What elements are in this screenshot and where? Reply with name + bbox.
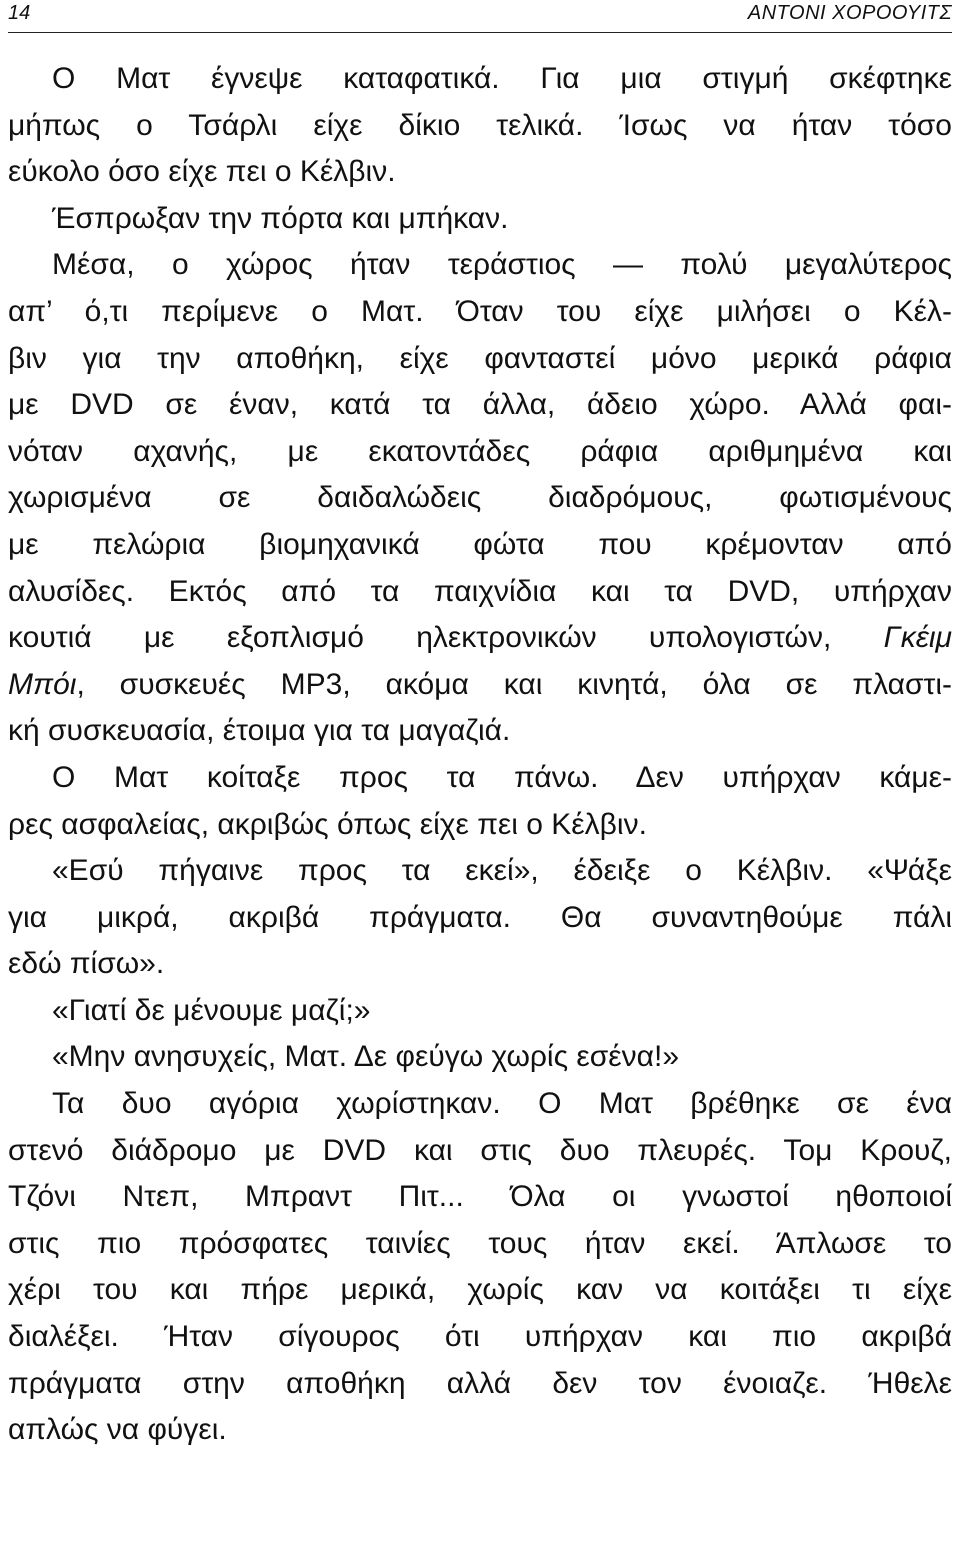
page-header	[8, 0, 952, 34]
text-line	[8, 988, 952, 1035]
line-text: αλυσίδες. Εκτός από τα παιχνίδια και τα DVD, υπήρχαν	[8, 574, 952, 608]
text-line	[8, 1407, 952, 1454]
text-line	[8, 1361, 952, 1408]
line-text: διαλέξει. Ήταν σίγουρος ότι υπήρχαν και πιο ακριβά	[8, 1320, 952, 1354]
line-text: Τζόνι Ντεπ, Μπραντ Πιτ... Όλα οι γνωστοί ηθοποιοί	[8, 1180, 952, 1214]
text-line	[8, 755, 952, 802]
header-rule	[8, 32, 952, 33]
text-line	[8, 1128, 952, 1175]
text-line	[8, 708, 952, 755]
line-text: για μικρά, ακριβά πράγματα. Θα συναντηθούμε πάλι	[8, 900, 952, 934]
text-line	[8, 149, 952, 196]
line-text: «Εσύ πήγαινε προς τα εκεί», έδειξε ο Κέλβιν. «Ψάξε	[52, 854, 952, 888]
line-text: νόταν αχανής, με εκατοντάδες ράφια αριθμημένα και	[8, 434, 952, 468]
line-text: , συσκευές MP3, ακόμα και κινητά, όλα σε πλαστι-	[76, 667, 952, 701]
text-line	[8, 615, 952, 662]
line-text: με πελώρια βιομηχανικά φώτα που κρέμονταν από	[8, 527, 952, 561]
line-text: με DVD σε έναν, κατά τα άλλα, άδειο χώρο. Αλλά φαι-	[8, 388, 952, 422]
text-line	[8, 1081, 952, 1128]
text-line	[8, 895, 952, 942]
line-text: Ο Ματ έγνεψε καταφατικά. Για μια στιγμή σκέφτηκε	[52, 62, 952, 95]
text-line	[8, 242, 952, 289]
body-text	[8, 56, 952, 1454]
line-text: «Μην ανησυχείς, Ματ. Δε φεύγω χωρίς εσένα!»	[52, 1040, 680, 1074]
text-line	[8, 1174, 952, 1221]
text-line	[8, 522, 952, 569]
line-text: «Γιατί δε μένουμε μαζί;»	[52, 993, 371, 1027]
text-line	[8, 662, 952, 709]
text-line	[8, 475, 952, 522]
text-line	[8, 103, 952, 150]
text-line	[8, 289, 952, 336]
text-line	[8, 56, 952, 103]
text-line	[8, 382, 952, 429]
line-text: Ο Ματ κοίταξε προς τα πάνω. Δεν υπήρχαν κάμε-	[52, 760, 952, 794]
line-text: απλώς να φύγει.	[8, 1413, 227, 1447]
text-line	[8, 848, 952, 895]
text-line	[8, 569, 952, 616]
line-text: απ’ ό,τι περίμενε ο Ματ. Όταν του είχε μιλήσει ο Κέλ-	[8, 294, 952, 328]
line-text: χωρισμένα σε δαιδαλώδεις διαδρόμους, φωτισμένους	[8, 481, 952, 515]
line-text: Τα δυο αγόρια χωρίστηκαν. Ο Ματ βρέθηκε σε ένα	[52, 1087, 952, 1121]
line-text: εύκολο όσο είχε πει ο Κέλβιν.	[8, 155, 396, 189]
line-text: κουτιά με εξοπλισμό ηλεκτρονικών υπολογιστών,	[8, 621, 884, 655]
text-line	[8, 196, 952, 243]
text-line	[8, 802, 952, 849]
italic-text: Γκέιμ	[883, 621, 952, 655]
text-line	[8, 941, 952, 988]
text-line	[8, 1314, 952, 1361]
line-text: στενό διάδρομο με DVD και στις δυο πλευρές. Τομ Κρουζ,	[8, 1133, 952, 1167]
line-text: κή συσκευασία, έτοιμα για τα μαγαζιά.	[8, 714, 511, 748]
line-text: ρες ασφαλείας, ακριβώς όπως είχε πει ο Κέλβιν.	[8, 807, 647, 841]
line-text: εδώ πίσω».	[8, 947, 165, 981]
italic-text: Μπόι	[8, 667, 77, 701]
running-title: ΑΝΤΟΝΙ ΧΟΡΟΟΥΙΤΣ	[747, 2, 952, 24]
line-text: βιν για την αποθήκη, είχε φανταστεί μόνο μερικά ράφια	[8, 341, 952, 375]
text-line	[8, 1034, 952, 1081]
text-line	[8, 1221, 952, 1268]
page-number: 14	[8, 2, 31, 24]
line-text: Έσπρωξαν την πόρτα και μπήκαν.	[52, 201, 509, 235]
line-text: χέρι του και πήρε μερικά, χωρίς καν να κοιτάξει τι είχε	[8, 1273, 952, 1307]
line-text: στις πιο πρόσφατες ταινίες τους ήταν εκεί. Άπλωσε το	[8, 1226, 952, 1260]
line-text: Μέσα, ο χώρος ήταν τεράστιος — πολύ μεγαλύτερος	[52, 248, 952, 282]
line-text: πράγματα στην αποθήκη αλλά δεν τον ένοιαζε. Ήθελε	[8, 1366, 952, 1400]
text-line	[8, 336, 952, 383]
line-text: μήπως ο Τσάρλι είχε δίκιο τελικά. Ίσως να ήταν τόσο	[8, 108, 952, 142]
text-line	[8, 1267, 952, 1314]
text-line	[8, 429, 952, 476]
